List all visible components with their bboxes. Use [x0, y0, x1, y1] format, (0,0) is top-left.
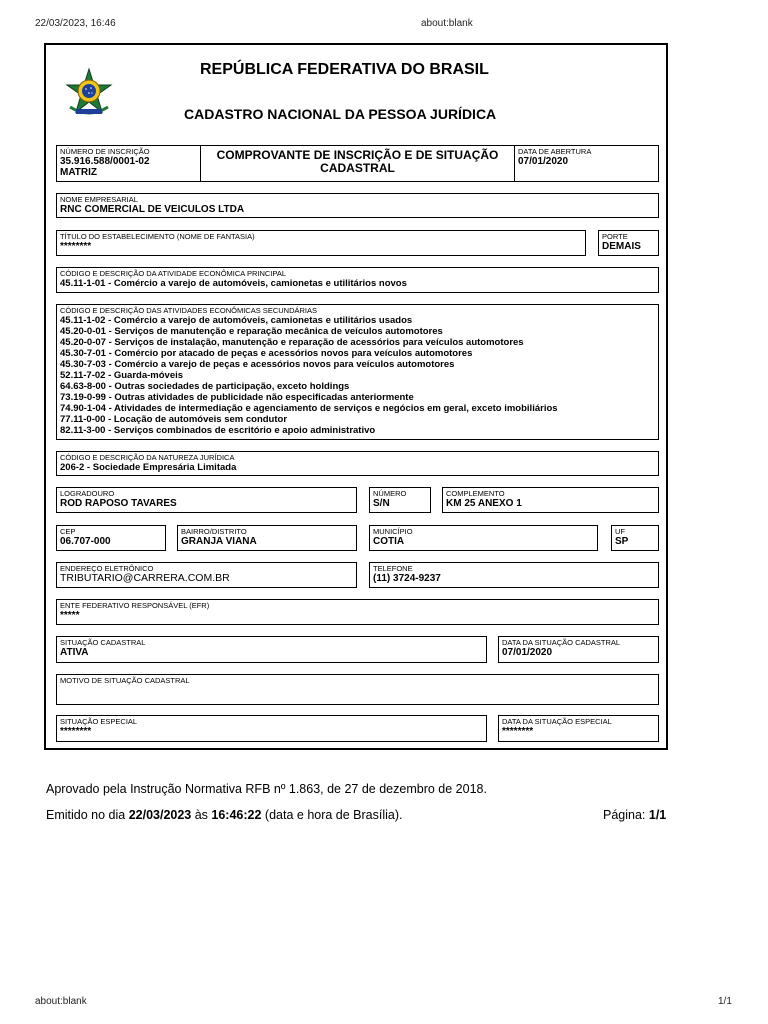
secondary-activity-item [60, 425, 655, 436]
atividade-principal-label: CÓDIGO E DESCRIÇÃO DA ATIVIDADE ECONÔMICA PRINCIPAL [60, 269, 287, 278]
email-label: ENDEREÇO ELETRÔNICO [60, 564, 154, 573]
secondary-activity-text: 52.11-7-02 - Guarda-móveis [60, 370, 184, 381]
secondary-activity-item [60, 414, 655, 425]
print-datetime: 22/03/2023, 16:46 [35, 18, 116, 29]
municipio-box [369, 525, 598, 551]
secondary-activity-text: 45.30-7-03 - Comércio a varejo de peças e acessórios novos para veículos automotores [60, 359, 455, 370]
situacao-especial-box [56, 715, 487, 742]
page-label: Página: [603, 808, 649, 822]
telefone-label: TELEFONE [373, 564, 413, 573]
registry-title: CADASTRO NACIONAL DA PESSOA JURÍDICA [184, 106, 497, 122]
nome-empresarial-value: RNC COMERCIAL DE VEICULOS LTDA [60, 204, 245, 215]
comprovante-title-line2: CADASTRAL [320, 161, 395, 175]
abertura-value: 07/01/2020 [518, 156, 569, 167]
numero-value: S/N [373, 498, 390, 509]
natureza-label: CÓDIGO E DESCRIÇÃO DA NATUREZA JURÍDICA [60, 453, 235, 462]
data-especial-label: DATA DA SITUAÇÃO ESPECIAL [502, 717, 612, 726]
inscricao-box [56, 145, 201, 182]
print-url-top: about:blank [421, 18, 473, 29]
republic-title: REPÚBLICA FEDERATIVA DO BRASIL [200, 61, 489, 78]
situacao-especial-value: ******** [60, 726, 92, 737]
emission-suffix: (data e hora de Brasília). [261, 808, 403, 822]
motivo-box [56, 674, 659, 705]
logradouro-value: ROD RAPOSO TAVARES [60, 498, 177, 509]
email-value: TRIBUTARIO@CARRERA.COM.BR [60, 572, 230, 584]
complemento-value: KM 25 ANEXO 1 [446, 498, 522, 509]
secondary-activity-text: 74.90-1-04 - Atividades de intermediação e agenciamento de serviços e negócios em geral, exceto imobiliários [60, 403, 558, 414]
secondary-activity-text: 77.11-0-00 - Locação de automóveis sem condutor [60, 414, 288, 425]
bairro-value: GRANJA VIANA [181, 536, 257, 547]
print-url-bottom: about:blank [35, 996, 87, 1007]
page-indicator [603, 808, 666, 822]
secondary-activity-item [60, 337, 655, 348]
emission-note [46, 808, 403, 822]
comprovante-box [200, 145, 515, 182]
data-situacao-value: 07/01/2020 [502, 647, 553, 658]
cep-label: CEP [60, 527, 76, 536]
uf-label: UF [615, 527, 625, 536]
porte-label: PORTE [602, 232, 628, 241]
abertura-box [514, 145, 659, 182]
secondary-activity-text: 45.20-0-01 - Serviços de manutenção e reparação mecânica de veículos automotores [60, 326, 443, 337]
secondary-activity-item [60, 370, 655, 381]
bairro-label: BAIRRO/DISTRITO [181, 527, 247, 536]
data-situacao-label: DATA DA SITUAÇÃO CADASTRAL [502, 638, 621, 647]
numero-label: NÚMERO [373, 489, 407, 498]
cep-value: 06.707-000 [60, 536, 111, 547]
atividade-principal-box [56, 267, 659, 293]
complemento-box [442, 487, 659, 513]
inscricao-number: 35.916.588/0001-02 [60, 156, 150, 167]
atividades-secundarias-list [60, 315, 655, 436]
bairro-box [177, 525, 357, 551]
emission-mid: às [191, 808, 212, 822]
situacao-especial-label: SITUAÇÃO ESPECIAL [60, 717, 138, 726]
porte-box [598, 230, 659, 256]
secondary-activity-item [60, 315, 655, 326]
print-page-count: 1/1 [718, 996, 732, 1007]
situacao-box [56, 636, 487, 663]
efr-value: ***** [60, 610, 80, 621]
inscricao-label: NÚMERO DE INSCRIÇÃO [60, 147, 150, 156]
page-value: 1/1 [648, 808, 667, 822]
secondary-activity-text: 64.63-8-00 - Outras sociedades de participação, exceto holdings [60, 381, 350, 392]
secondary-activity-item [60, 326, 655, 337]
telefone-box [369, 562, 659, 588]
secondary-activity-item [60, 381, 655, 392]
fantasia-box [56, 230, 586, 256]
situacao-value: ATIVA [60, 647, 89, 658]
secondary-activity-item [60, 403, 655, 414]
nome-empresarial-label: NOME EMPRESARIAL [60, 195, 138, 204]
secondary-activity-item [60, 359, 655, 370]
abertura-label: DATA DE ABERTURA [518, 147, 592, 156]
numero-box [369, 487, 431, 513]
atividade-principal-value: 45.11-1-01 - Comércio a varejo de automóveis, camionetas e utilitários novos [60, 278, 407, 289]
secondary-activity-text: 45.11-1-02 - Comércio a varejo de automóveis, camionetas e utilitários usados [60, 315, 413, 326]
logradouro-label: LOGRADOURO [60, 489, 115, 498]
emission-date: 22/03/2023 [128, 808, 192, 822]
efr-label: ENTE FEDERATIVO RESPONSÁVEL (EFR) [60, 601, 210, 610]
natureza-box [56, 451, 659, 476]
atividades-secundarias-label: CÓDIGO E DESCRIÇÃO DAS ATIVIDADES ECONÔMICAS SECUNDÁRIAS [60, 306, 317, 315]
secondary-activity-item [60, 392, 655, 403]
municipio-label: MUNICÍPIO [373, 527, 413, 536]
inscricao-type: MATRIZ [60, 167, 98, 178]
telefone-value: (11) 3724-9237 [373, 573, 441, 584]
atividades-secundarias-box [56, 304, 659, 440]
uf-value: SP [615, 536, 629, 547]
fantasia-label: TÍTULO DO ESTABELECIMENTO (NOME DE FANTASIA) [60, 232, 255, 241]
comprovante-title-line1: COMPROVANTE DE INSCRIÇÃO E DE SITUAÇÃO [216, 148, 499, 162]
natureza-value: 206-2 - Sociedade Empresária Limitada [60, 462, 237, 473]
secondary-activity-text: 82.11-3-00 - Serviços combinados de escritório e apoio administrativo [60, 425, 376, 436]
email-box [56, 562, 357, 588]
data-situacao-box [498, 636, 659, 663]
secondary-activity-text: 45.20-0-07 - Serviços de instalação, manutenção e reparação de acessórios para veículos automotores [60, 337, 524, 348]
situacao-label: SITUAÇÃO CADASTRAL [60, 638, 146, 647]
emission-time: 16:46:22 [211, 808, 262, 822]
logradouro-box [56, 487, 357, 513]
fantasia-value: ******** [60, 241, 92, 252]
complemento-label: COMPLEMENTO [446, 489, 505, 498]
cep-box [56, 525, 166, 551]
approval-note: Aprovado pela Instrução Normativa RFB nº 1.863, de 27 de dezembro de 2018. [46, 782, 487, 796]
uf-box [611, 525, 659, 551]
data-especial-value: ******** [502, 726, 534, 737]
data-especial-box [498, 715, 659, 742]
secondary-activity-text: 73.19-0-99 - Outras atividades de publicidade não especificadas anteriormente [60, 392, 414, 403]
motivo-label: MOTIVO DE SITUAÇÃO CADASTRAL [60, 676, 190, 685]
emission-prefix: Emitido no dia [46, 808, 129, 822]
secondary-activity-text: 45.30-7-01 - Comércio por atacado de peças e acessórios novos para veículos automotores [60, 348, 473, 359]
nome-empresarial-box [56, 193, 659, 218]
municipio-value: COTIA [373, 536, 405, 547]
secondary-activity-item [60, 348, 655, 359]
efr-box [56, 599, 659, 625]
porte-value: DEMAIS [602, 241, 641, 252]
brazil-coat-of-arms-icon [62, 67, 116, 119]
